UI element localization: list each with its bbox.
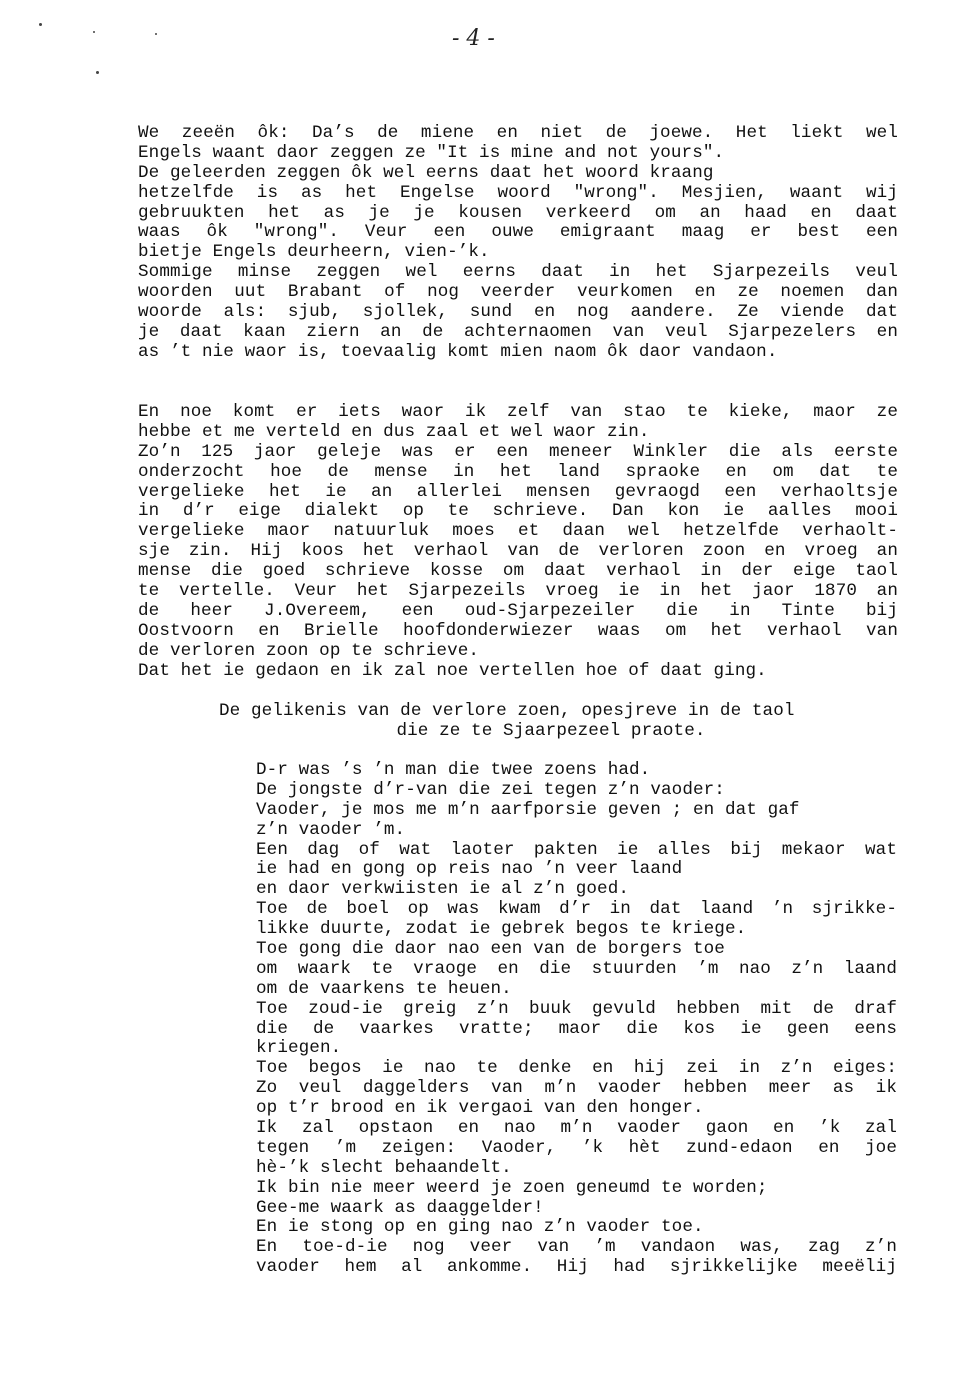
text-line: vergelieke het ie an allerlei mensen gevraogd een verhaoltsje — [138, 481, 898, 502]
text-line: hebbe et me verteld en dus zaal et wel waor zin. — [138, 421, 650, 442]
paragraph-winkler-story — [138, 403, 898, 681]
parable-text — [256, 761, 897, 1278]
text-line: Gee-me waark as daaggelder! — [256, 1197, 544, 1218]
text-line: ie had en gong op reis nao ’n veer laand — [256, 859, 683, 880]
text-line: En ie stong op en ging nao z’n vaoder toe. — [256, 1217, 704, 1238]
text-line: en daor verkwiisten ie al z’n goed. — [256, 879, 630, 900]
text-line: Toe de boel op was kwam d’r in dat laand ’n sjrikke- — [256, 899, 897, 920]
text-line: D-r was ’s ’n man die twee zoens had. — [256, 760, 651, 780]
text-line: sje zin. Hij koos het verhaol van de verloren zoon en vroeg an — [138, 541, 898, 562]
text-line: die de vaarkes vratte; maor die kos ie geen eens — [256, 1018, 897, 1039]
text-line: je daat kaan ziern an de achternaomen van veul Sjarpezelers en — [138, 321, 898, 342]
text-line: Zo’n 125 jaor geleje was er een meneer Winkler die als eerste — [138, 441, 898, 462]
text-line: z’n vaoder ’m. — [256, 819, 406, 840]
text-line: Dat het ie gedaon en ik zal noe vertellen hoe of daat ging. — [138, 660, 767, 681]
text-line: kriegen. — [256, 1038, 342, 1059]
text-line: Oostvoorn en Brielle hoofdonderwiezer waas om het verhaol van — [138, 620, 898, 641]
text-line: waas ôk "wrong". Veur een ouwe emigraant maag er best een — [138, 222, 898, 243]
text-line: Toe zoud-ie greig z’n buuk gevuld hebben mit de draf — [256, 998, 897, 1019]
text-line: De geleerden zeggen ôk wel eerns daat het woord kraang — [138, 162, 714, 183]
text-line: bietje Engels deurheern, vien-’k. — [138, 242, 490, 263]
text-line: mense die goed schrieve kosse om daat verhaol in der eige taol — [138, 561, 898, 582]
text-line: woorde als: sjub, sjollek, sund en nog aandere. Ze viende dat — [138, 302, 898, 323]
text-line: En noe komt er iets waor ik zelf van stao te kieke, maor ze — [138, 402, 898, 422]
parable-title — [219, 702, 883, 742]
text-line: likke duurte, zodat ie gebrek begos te kriege. — [256, 919, 747, 940]
text-line: woorden uut Brabant of nog veerder veurkomen en ze noemen dan — [138, 282, 898, 303]
text-line: om waark te vraoge en die stuurden ’m nao z’n laand — [256, 958, 897, 979]
text-line: gebruukten het as je je kousen verkeerd om an haad en daat — [138, 202, 898, 223]
text-line: as ’t nie waor is, toevaalig komt mien naom ôk daor vandaon. — [138, 341, 778, 362]
text-line: En toe-d-ie nog veer van ’m vandaon was, zag z’n — [256, 1237, 897, 1258]
text-line: om de vaarkens te heuen. — [256, 978, 512, 999]
text-line: de heer J.Overeem, een oud-Sjarpezeiler die in Tinte bij — [138, 600, 898, 621]
text-line: hè-’k slecht behaandelt. — [256, 1157, 512, 1178]
scan-speck — [96, 71, 99, 74]
text-line: Engels waant daor zeggen ze "It is mine and not yours". — [138, 142, 725, 163]
text-line: Sommige minse zeggen wel eerns daat in het Sjarpezeils veul — [138, 262, 898, 283]
text-line: Een dag of wat laoter pakten ie alles bij mekaor wat — [256, 839, 897, 860]
text-line: Ik bin nie meer weerd je zoen geneumd te worden; — [256, 1177, 768, 1198]
text-line: De gelikenis van de verlore zoen, opesjreve in de taol — [219, 701, 795, 721]
page-number: - 4 - — [452, 26, 495, 51]
text-line: Ik zal opstaon en nao m’n vaoder gaon en ’k zal — [256, 1118, 897, 1139]
text-line: tegen ’m zeigen: Vaoder, ’k hèt zund-edaon en joe — [256, 1137, 897, 1158]
scan-speck — [93, 31, 95, 33]
text-line: Toe begos ie nao te denke en hij zei in z’n eiges: — [256, 1058, 897, 1079]
text-line: op t’r brood en ik vergaoi van den honger. — [256, 1098, 704, 1119]
text-line: onderzocht hoe de mense in het land spraoke en om dat te — [138, 461, 898, 482]
text-line: die ze te Sjaarpezeel praote. — [396, 720, 706, 741]
paragraph-dialect-words — [138, 124, 898, 363]
text-line: De jongste d’r-van die zei tegen z’n vaoder: — [256, 779, 725, 800]
text-line: te vertelle. Veur het Sjarpezeils vroeg ie in het jaor 1870 an — [138, 581, 898, 602]
text-line: We zeeën ôk: Da’s de miene en niet de joewe. Het liekt wel — [138, 123, 898, 143]
text-line: vergelieke maor natuurluk moes et daan wel hetzelfde verhaolt- — [138, 521, 898, 542]
text-line: hetzelfde is as het Engelse woord "wrong". Mesjien, waant wij — [138, 182, 898, 203]
scan-speck — [155, 33, 157, 35]
text-line: Vaoder, je mos me m’n aarfporsie geven ; en dat gaf — [256, 799, 800, 820]
text-line: de verloren zoon op te schrieve. — [138, 640, 480, 661]
text-line: Zo veul daggelders van m’n vaoder hebben meer as ik — [256, 1078, 897, 1099]
text-line: Toe gong die daor nao een van de borgers toe — [256, 939, 725, 960]
scan-speck — [39, 23, 42, 26]
text-line: vaoder hem al ankomme. Hij had sjrikkelijke meeëlij — [256, 1257, 897, 1278]
text-line: in d’r eige dialekt op te schrieve. Dan kon ie aalles mooi — [138, 501, 898, 522]
